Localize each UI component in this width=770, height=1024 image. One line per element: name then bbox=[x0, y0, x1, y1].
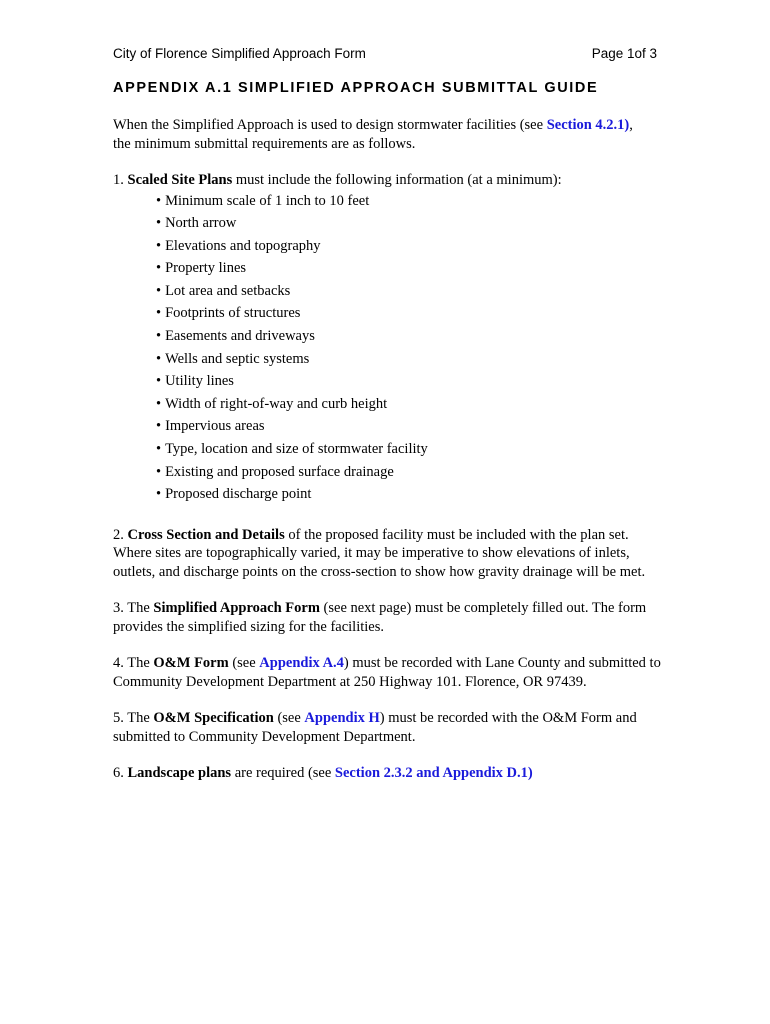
requirement-list-item bbox=[156, 190, 661, 213]
intro-text: When the Simplified Approach is used to design stormwater facilities (see bbox=[113, 117, 547, 133]
requirement-list-item bbox=[156, 257, 661, 280]
requirement-list-item bbox=[156, 212, 661, 235]
bullet-icon: • bbox=[156, 192, 162, 209]
header-page-number: Page 1of 3 bbox=[591, 46, 657, 61]
bullet-icon: • bbox=[156, 441, 162, 458]
requirement-list-item bbox=[156, 393, 661, 416]
intro-paragraph bbox=[113, 116, 661, 153]
requirement-list-item bbox=[156, 302, 661, 325]
requirement-text: Elevations and topography bbox=[165, 237, 321, 254]
item-number: 5. The bbox=[113, 710, 154, 727]
requirement-text: North arrow bbox=[165, 215, 237, 232]
item-landscape-plans bbox=[113, 764, 661, 783]
item-heading: O&M Form bbox=[153, 655, 229, 672]
section-2-3-2-appendix-d1-link[interactable]: Section 2.3.2 and Appendix D.1) bbox=[334, 765, 533, 782]
appendix-h-link[interactable]: Appendix H bbox=[304, 710, 380, 727]
intro-comma: , bbox=[629, 117, 633, 133]
requirement-list-item bbox=[156, 438, 661, 461]
requirement-text: Minimum scale of 1 inch to 10 feet bbox=[165, 192, 370, 209]
appendix-a4-link[interactable]: Appendix A.4 bbox=[259, 655, 344, 672]
requirement-text: Proposed discharge point bbox=[165, 486, 312, 503]
requirement-list-item bbox=[156, 415, 661, 438]
item-number: 4. The bbox=[113, 655, 154, 672]
bullet-icon: • bbox=[156, 350, 162, 367]
bullet-icon: • bbox=[156, 328, 162, 345]
requirement-text: Lot area and setbacks bbox=[165, 282, 291, 299]
bullet-icon: • bbox=[156, 215, 162, 232]
requirement-text: Utility lines bbox=[165, 373, 234, 390]
item-number: 3. The bbox=[113, 600, 154, 617]
item-simplified-approach-form bbox=[113, 599, 661, 636]
header-form-name: City of Florence Simplified Approach Form bbox=[113, 46, 366, 61]
bullet-icon: • bbox=[156, 373, 162, 390]
bullet-icon: • bbox=[156, 463, 162, 480]
requirement-text: Wells and septic systems bbox=[165, 350, 310, 367]
item-text-continued: ) must be recorded with Lane County and submitted to Community Development Department at 250 Highway 101. Florence, OR 97439. bbox=[113, 655, 661, 690]
requirement-list-item bbox=[156, 483, 661, 506]
item-om-specification bbox=[113, 709, 661, 746]
requirement-text: Existing and proposed surface drainage bbox=[165, 463, 394, 480]
item-heading: Simplified Approach Form bbox=[153, 600, 320, 617]
bullet-icon: • bbox=[156, 486, 162, 503]
requirement-list-item bbox=[156, 461, 661, 484]
item-text: are required (see bbox=[231, 765, 335, 782]
site-plan-requirements-list bbox=[113, 190, 661, 506]
requirement-list-item bbox=[156, 348, 661, 371]
requirement-list-item bbox=[156, 280, 661, 303]
item-text-continued: ) must be recorded with the O&M Form and submitted to Community Development Department. bbox=[113, 710, 637, 745]
page-header bbox=[113, 46, 657, 61]
item-text: (see next page) must be completely filled out. The form provides the simplified sizing for the facilities. bbox=[113, 600, 647, 635]
item-heading: O&M Specification bbox=[153, 710, 274, 727]
item-heading: Landscape plans bbox=[127, 765, 232, 782]
item-heading: Scaled Site Plans bbox=[127, 172, 233, 188]
section-4-2-1-link[interactable]: Section 4.2.1) bbox=[546, 117, 630, 133]
requirement-text: Impervious areas bbox=[165, 418, 265, 435]
item-om-form bbox=[113, 654, 661, 691]
bullet-icon: • bbox=[156, 395, 162, 412]
requirement-text: Property lines bbox=[165, 260, 247, 277]
item-number: 6. bbox=[113, 765, 128, 782]
requirement-text: Type, location and size of stormwater facility bbox=[165, 441, 428, 458]
item-text: of the proposed facility must be included with the plan set. Where sites are topographically varied, it may be imperative to show elevations of inlets, outlets, and discharge points on the cross-section to show how gravity drainage will be met. bbox=[113, 526, 646, 580]
requirement-text: Width of right-of-way and curb height bbox=[165, 395, 388, 412]
item-cross-section bbox=[113, 526, 661, 582]
bullet-icon: • bbox=[156, 237, 162, 254]
item-text: (see bbox=[273, 710, 305, 727]
item-number: 2. bbox=[113, 526, 128, 543]
bullet-icon: • bbox=[156, 260, 162, 277]
requirement-list-item bbox=[156, 235, 661, 258]
document-body bbox=[113, 116, 661, 801]
requirement-text: Easements and driveways bbox=[165, 328, 315, 345]
bullet-icon: • bbox=[156, 418, 162, 435]
requirement-list-item bbox=[156, 325, 661, 348]
item-heading: Cross Section and Details bbox=[127, 526, 285, 543]
requirement-list-item bbox=[156, 370, 661, 393]
item-text: (see bbox=[228, 655, 260, 672]
requirement-text: Footprints of structures bbox=[165, 305, 301, 322]
page-title: APPENDIX A.1 SIMPLIFIED APPROACH SUBMITTAL GUIDE bbox=[113, 80, 599, 96]
item-text: must include the following information (at a minimum): bbox=[232, 172, 562, 188]
bullet-icon: • bbox=[156, 282, 162, 299]
bullet-icon: • bbox=[156, 305, 162, 322]
item-scaled-site-plans bbox=[113, 171, 661, 506]
intro-text-line2: the minimum submittal requirements are as follows. bbox=[113, 135, 416, 152]
item-number: 1. bbox=[113, 172, 128, 188]
